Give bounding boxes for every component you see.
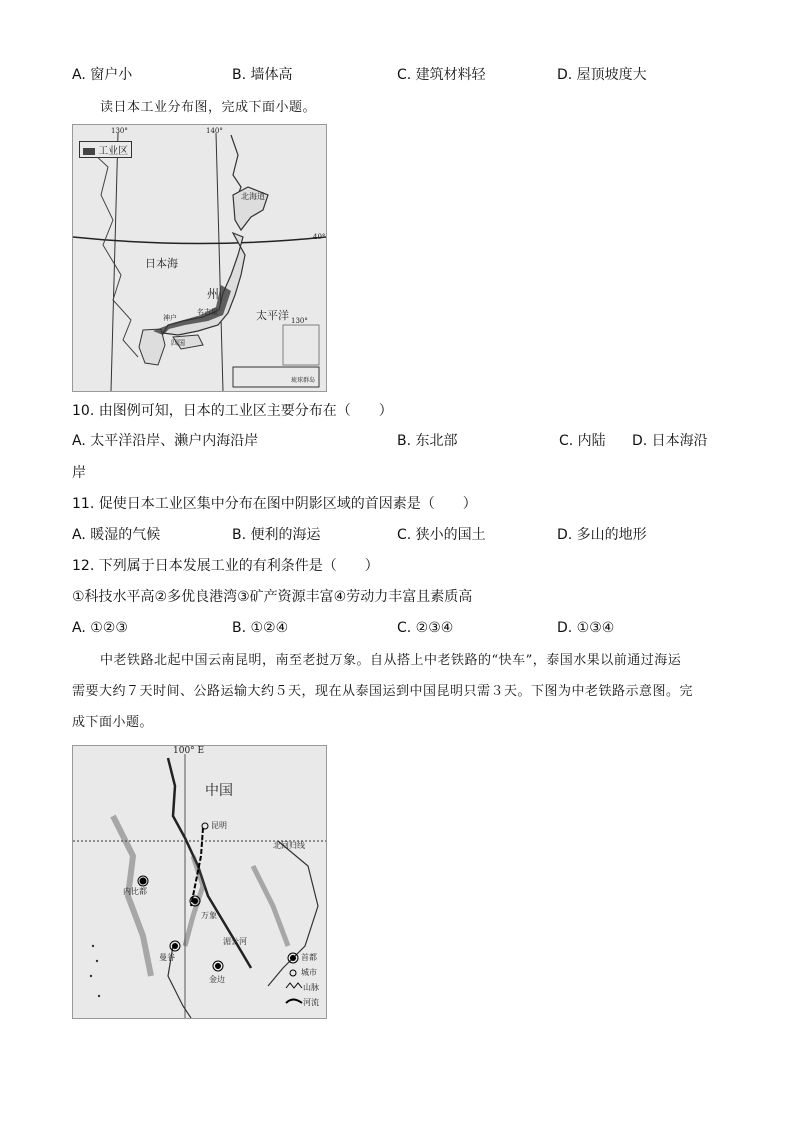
laos-intro-line2: 需要大约７天时间、公路运输大约５天，现在从泰国运到中国昆明只需３天。下图为中老铁路示意图。完 — [72, 684, 694, 699]
q11-option-c: C. 狭小的国土 — [397, 527, 486, 543]
inset-box-label: 琉球群岛 — [291, 377, 316, 384]
legend-city: 城市 — [301, 968, 317, 977]
china-label: 中国 — [205, 783, 233, 799]
lon-140-label: 140° — [206, 127, 223, 135]
hokkaido-label: 北海道 — [241, 192, 265, 201]
q9-option-a: A. 窗户小 — [72, 67, 133, 83]
q12-conditions: ①科技水平高②多优良港湾③矿产资源丰富④劳动力丰富且素质高 — [72, 589, 473, 605]
lon-130-label: 130° — [111, 127, 128, 135]
honshu-label: 州 — [207, 287, 220, 301]
vientiane-label: 万象 — [201, 911, 217, 920]
sea-of-japan-label: 日本海 — [145, 257, 178, 270]
laos-intro-line1: 中老铁路北起中国云南昆明，南至老挝万象。自从搭上中老铁路的“快车”，泰国水果以前通过海运 — [100, 653, 682, 668]
q12-option-b: B. ①②④ — [232, 620, 289, 636]
japan-map-legend: 工业区 — [79, 141, 132, 158]
japan-intro: 读日本工业分布图，完成下面小题。 — [100, 100, 317, 115]
q9-option-b: B. 墙体高 — [232, 67, 293, 83]
laos-intro-line3: 成下面小题。 — [72, 715, 154, 730]
legend-river: 河流 — [303, 998, 319, 1007]
q9-option-d: D. 屋顶坡度大 — [557, 67, 647, 83]
q11-stem: 11. 促使日本工业区集中分布在图中阴影区域的首因素是（ ） — [72, 496, 477, 512]
q10-option-d: D. 日本海沿 — [632, 433, 708, 449]
q11-option-a: A. 暖湿的气候 — [72, 527, 161, 543]
kobe-label: 神户 — [163, 314, 177, 322]
mekong-label: 湄公河 — [223, 937, 247, 946]
phnom-penh-label: 金边 — [209, 975, 225, 984]
legend-capital: 首都 — [301, 953, 317, 962]
q12-option-a: A. ①②③ — [72, 620, 128, 636]
kunming-label: 昆明 — [211, 821, 227, 830]
nagoya-label: 名古屋 — [197, 308, 218, 316]
japan-map-drawing — [73, 125, 326, 391]
q11-option-d: D. 多山的地形 — [557, 527, 647, 543]
china-laos-railway-map — [72, 745, 327, 1019]
naypyidaw-label: 内比都 — [123, 887, 147, 896]
shikoku-label: 四国 — [171, 339, 185, 347]
laos-map-drawing — [73, 746, 326, 1018]
q10-stem: 10. 由图例可知，日本的工业区主要分布在（ ） — [72, 403, 393, 419]
japan-industry-map — [72, 124, 327, 392]
pacific-label: 太平洋 — [256, 309, 289, 322]
q12-option-c: C. ②③④ — [397, 620, 454, 636]
q10-option-d-cont: 岸 — [72, 465, 86, 481]
inset-lon-label: 130° — [291, 317, 308, 325]
industrial-zone-swatch — [83, 148, 95, 155]
tropic-label: 北回归线 — [273, 841, 305, 850]
q10-option-b: B. 东北部 — [397, 433, 458, 449]
q10-option-a: A. 太平洋沿岸、濑户内海沿岸 — [72, 433, 259, 449]
q9-option-c: C. 建筑材料轻 — [397, 67, 486, 83]
legend-mountain: 山脉 — [303, 983, 319, 992]
lat-40-label: 40° — [313, 233, 326, 241]
q10-option-c: C. 内陆 — [559, 433, 606, 449]
q12-option-d: D. ①③④ — [557, 620, 615, 636]
q12-stem: 12. 下列属于日本发展工业的有利条件是（ ） — [72, 558, 379, 574]
q11-option-b: B. 便利的海运 — [232, 527, 321, 543]
lon-100e-label: 100° E — [173, 746, 205, 756]
bangkok-label: 曼谷 — [159, 953, 175, 962]
